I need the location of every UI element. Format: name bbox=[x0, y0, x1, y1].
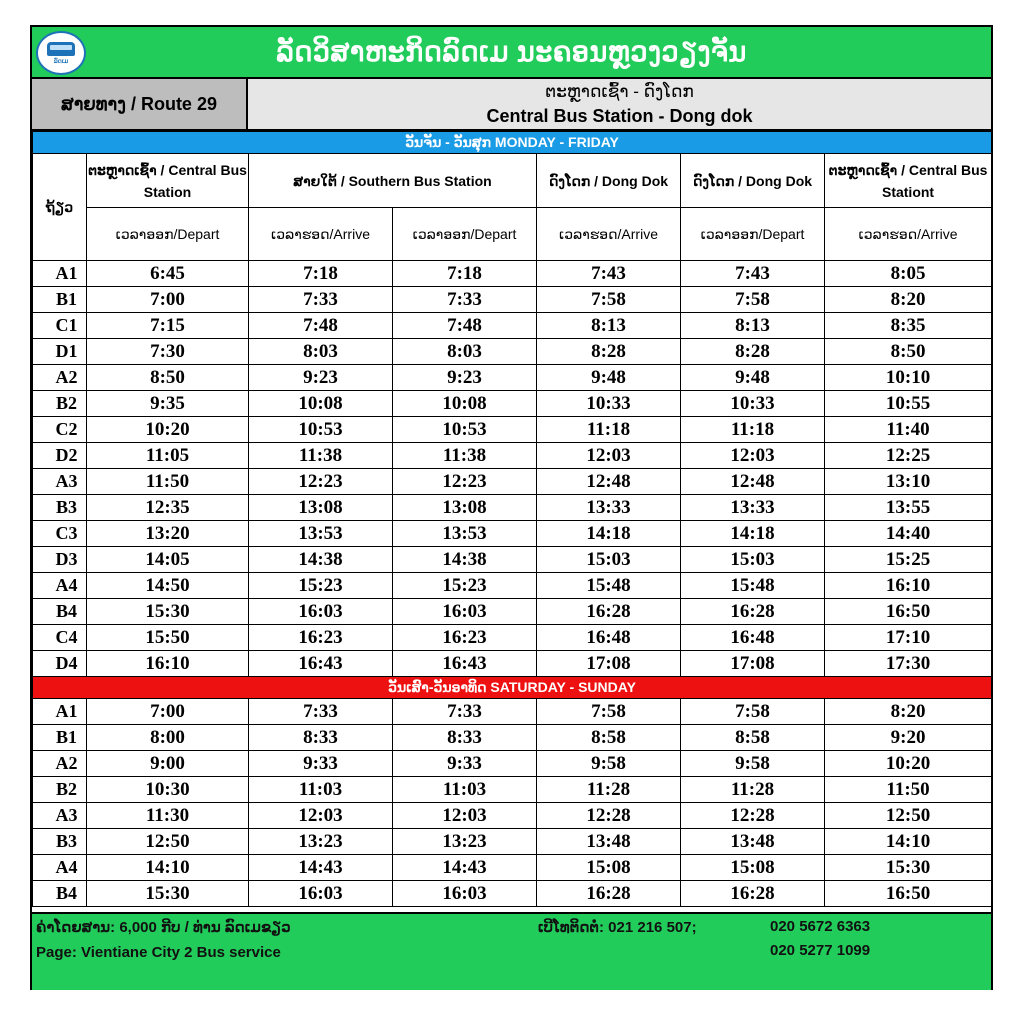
time-cell: 16:50 bbox=[825, 599, 992, 625]
timetable bbox=[32, 131, 992, 907]
time-cell: 7:18 bbox=[393, 261, 537, 287]
trip-id-cell: C4 bbox=[33, 625, 87, 651]
time-cell: 9:23 bbox=[393, 365, 537, 391]
time-cell: 15:03 bbox=[537, 547, 681, 573]
time-cell: 12:25 bbox=[825, 443, 992, 469]
time-cell: 14:18 bbox=[681, 521, 825, 547]
time-cell: 15:23 bbox=[393, 573, 537, 599]
time-cell: 13:08 bbox=[249, 495, 393, 521]
weekend-band-row bbox=[33, 677, 992, 699]
time-cell: 7:18 bbox=[249, 261, 393, 287]
trip-id-cell: C1 bbox=[33, 313, 87, 339]
trip-id-cell: D3 bbox=[33, 547, 87, 573]
time-cell: 9:33 bbox=[249, 751, 393, 777]
time-cell: 8:20 bbox=[825, 287, 992, 313]
time-cell: 7:43 bbox=[681, 261, 825, 287]
time-cell: 16:28 bbox=[681, 599, 825, 625]
time-cell: 10:20 bbox=[825, 751, 992, 777]
trip-id-cell: C3 bbox=[33, 521, 87, 547]
time-cell: 7:58 bbox=[537, 287, 681, 313]
time-cell: 15:50 bbox=[87, 625, 249, 651]
time-cell: 12:48 bbox=[681, 469, 825, 495]
time-cell: 13:23 bbox=[393, 829, 537, 855]
trip-id-cell: D1 bbox=[33, 339, 87, 365]
trip-id-cell: B3 bbox=[33, 829, 87, 855]
time-cell: 10:20 bbox=[87, 417, 249, 443]
time-cell: 11:50 bbox=[87, 469, 249, 495]
weekday-band: ວັນຈັນ - ວັນສຸກ MONDAY - FRIDAY bbox=[33, 132, 992, 154]
time-cell: 8:28 bbox=[681, 339, 825, 365]
time-cell: 8:28 bbox=[537, 339, 681, 365]
time-cell: 12:23 bbox=[393, 469, 537, 495]
footer bbox=[32, 912, 991, 990]
time-cell: 13:53 bbox=[249, 521, 393, 547]
trip-id-cell: A4 bbox=[33, 573, 87, 599]
time-cell: 7:48 bbox=[393, 313, 537, 339]
trip-id-cell: B1 bbox=[33, 287, 87, 313]
trip-id-cell: A4 bbox=[33, 855, 87, 881]
time-cell: 15:23 bbox=[249, 573, 393, 599]
time-cell: 11:03 bbox=[393, 777, 537, 803]
table-row bbox=[33, 495, 992, 521]
table-row bbox=[33, 651, 992, 677]
time-cell: 8:35 bbox=[825, 313, 992, 339]
time-cell: 8:13 bbox=[537, 313, 681, 339]
time-cell: 12:03 bbox=[249, 803, 393, 829]
time-cell: 17:08 bbox=[681, 651, 825, 677]
time-cell: 16:03 bbox=[249, 881, 393, 907]
time-cell: 11:28 bbox=[537, 777, 681, 803]
time-cell: 12:50 bbox=[87, 829, 249, 855]
time-cell: 16:28 bbox=[537, 599, 681, 625]
time-cell: 9:48 bbox=[681, 365, 825, 391]
sub-header: ເວລາຮອດ/Arrive bbox=[249, 208, 393, 261]
trip-id-cell: A3 bbox=[33, 469, 87, 495]
time-cell: 15:03 bbox=[681, 547, 825, 573]
weekend-band: ວັນເສົາ-ວັນອາທິດ SATURDAY - SUNDAY bbox=[33, 677, 992, 699]
time-cell: 9:58 bbox=[681, 751, 825, 777]
time-cell: 11:18 bbox=[537, 417, 681, 443]
time-cell: 13:20 bbox=[87, 521, 249, 547]
time-cell: 12:35 bbox=[87, 495, 249, 521]
time-cell: 7:58 bbox=[681, 287, 825, 313]
time-cell: 15:30 bbox=[87, 599, 249, 625]
time-cell: 9:20 bbox=[825, 725, 992, 751]
time-cell: 8:05 bbox=[825, 261, 992, 287]
table-row bbox=[33, 777, 992, 803]
time-cell: 8:33 bbox=[249, 725, 393, 751]
trip-id-cell: B2 bbox=[33, 777, 87, 803]
time-cell: 12:50 bbox=[825, 803, 992, 829]
trip-id-cell: D4 bbox=[33, 651, 87, 677]
time-cell: 16:50 bbox=[825, 881, 992, 907]
time-cell: 13:48 bbox=[537, 829, 681, 855]
time-cell: 11:30 bbox=[87, 803, 249, 829]
time-cell: 8:20 bbox=[825, 699, 992, 725]
time-cell: 8:33 bbox=[393, 725, 537, 751]
time-cell: 8:03 bbox=[249, 339, 393, 365]
time-cell: 15:48 bbox=[537, 573, 681, 599]
header-row-stops bbox=[33, 154, 992, 208]
time-cell: 16:03 bbox=[393, 599, 537, 625]
time-cell: 13:08 bbox=[393, 495, 537, 521]
time-cell: 7:33 bbox=[393, 699, 537, 725]
time-cell: 14:05 bbox=[87, 547, 249, 573]
time-cell: 10:30 bbox=[87, 777, 249, 803]
time-cell: 11:05 bbox=[87, 443, 249, 469]
trip-id-cell: A3 bbox=[33, 803, 87, 829]
table-row bbox=[33, 287, 992, 313]
trip-id-cell: B4 bbox=[33, 881, 87, 907]
time-cell: 12:03 bbox=[681, 443, 825, 469]
trip-id-cell: B2 bbox=[33, 391, 87, 417]
table-row bbox=[33, 725, 992, 751]
time-cell: 7:33 bbox=[393, 287, 537, 313]
time-cell: 14:50 bbox=[87, 573, 249, 599]
page-title: ລັດວິສາຫະກິດລົດເມ ນະຄອນຫຼວງວຽງຈັນ bbox=[276, 36, 747, 67]
time-cell: 7:48 bbox=[249, 313, 393, 339]
time-cell: 8:50 bbox=[825, 339, 992, 365]
time-cell: 9:35 bbox=[87, 391, 249, 417]
time-cell: 8:50 bbox=[87, 365, 249, 391]
time-cell: 17:08 bbox=[537, 651, 681, 677]
trip-id-cell: B4 bbox=[33, 599, 87, 625]
time-cell: 16:43 bbox=[393, 651, 537, 677]
time-cell: 15:30 bbox=[87, 881, 249, 907]
table-row bbox=[33, 365, 992, 391]
sub-header: ເວລາອອກ/Depart bbox=[681, 208, 825, 261]
sub-header: ເວລາຮອດ/Arrive bbox=[825, 208, 992, 261]
time-cell: 8:58 bbox=[681, 725, 825, 751]
title-bar bbox=[32, 27, 991, 79]
time-cell: 7:43 bbox=[537, 261, 681, 287]
table-row bbox=[33, 261, 992, 287]
table-row bbox=[33, 313, 992, 339]
time-cell: 10:53 bbox=[393, 417, 537, 443]
table-row bbox=[33, 469, 992, 495]
trip-id-cell: A1 bbox=[33, 261, 87, 287]
route-row bbox=[32, 79, 991, 131]
bus-logo-icon: ລົດເມ bbox=[36, 31, 86, 75]
time-cell: 13:23 bbox=[249, 829, 393, 855]
time-cell: 9:48 bbox=[537, 365, 681, 391]
time-cell: 7:30 bbox=[87, 339, 249, 365]
header-stop-central-return: ຕະຫຼາດເຊົ້າ / Central Bus Stationt bbox=[825, 154, 992, 208]
time-cell: 16:28 bbox=[537, 881, 681, 907]
time-cell: 11:40 bbox=[825, 417, 992, 443]
time-cell: 8:03 bbox=[393, 339, 537, 365]
sub-header: ເວລາອອກ/Depart bbox=[393, 208, 537, 261]
time-cell: 10:08 bbox=[249, 391, 393, 417]
timetable-sheet bbox=[30, 25, 993, 990]
time-cell: 7:33 bbox=[249, 699, 393, 725]
time-cell: 12:03 bbox=[537, 443, 681, 469]
table-row bbox=[33, 547, 992, 573]
trip-id-cell: D2 bbox=[33, 443, 87, 469]
time-cell: 14:43 bbox=[249, 855, 393, 881]
time-cell: 12:28 bbox=[681, 803, 825, 829]
table-row bbox=[33, 521, 992, 547]
time-cell: 16:28 bbox=[681, 881, 825, 907]
time-cell: 10:33 bbox=[681, 391, 825, 417]
table-row bbox=[33, 417, 992, 443]
time-cell: 16:23 bbox=[393, 625, 537, 651]
table-row bbox=[33, 881, 992, 907]
route-name-lao: ຕະຫຼາດເຊົ້າ - ດົງໂດກ bbox=[545, 82, 694, 101]
trip-header: ຖ້ຽວ bbox=[33, 154, 87, 261]
route-name bbox=[248, 79, 991, 129]
time-cell: 8:13 bbox=[681, 313, 825, 339]
table-row bbox=[33, 573, 992, 599]
time-cell: 13:33 bbox=[681, 495, 825, 521]
trip-id-cell: B1 bbox=[33, 725, 87, 751]
time-cell: 8:58 bbox=[537, 725, 681, 751]
trip-id-cell: A1 bbox=[33, 699, 87, 725]
time-cell: 14:10 bbox=[87, 855, 249, 881]
time-cell: 7:58 bbox=[537, 699, 681, 725]
time-cell: 11:18 bbox=[681, 417, 825, 443]
header-stop-central: ຕະຫຼາດເຊົ້າ / Central Bus Station bbox=[87, 154, 249, 208]
sub-header: ເວລາອອກ/Depart bbox=[87, 208, 249, 261]
table-row bbox=[33, 829, 992, 855]
table-row bbox=[33, 339, 992, 365]
table-row bbox=[33, 803, 992, 829]
time-cell: 12:48 bbox=[537, 469, 681, 495]
time-cell: 14:18 bbox=[537, 521, 681, 547]
time-cell: 7:00 bbox=[87, 287, 249, 313]
time-cell: 16:03 bbox=[249, 599, 393, 625]
time-cell: 9:00 bbox=[87, 751, 249, 777]
time-cell: 15:08 bbox=[681, 855, 825, 881]
time-cell: 10:08 bbox=[393, 391, 537, 417]
sub-header: ເວລາຮອດ/Arrive bbox=[537, 208, 681, 261]
time-cell: 9:58 bbox=[537, 751, 681, 777]
time-cell: 11:50 bbox=[825, 777, 992, 803]
trip-id-cell: A2 bbox=[33, 751, 87, 777]
weekday-band-row bbox=[33, 132, 992, 154]
time-cell: 11:03 bbox=[249, 777, 393, 803]
time-cell: 10:33 bbox=[537, 391, 681, 417]
header-stop-dongdok-2: ດົງໂດກ / Dong Dok bbox=[681, 154, 825, 208]
time-cell: 14:40 bbox=[825, 521, 992, 547]
time-cell: 17:30 bbox=[825, 651, 992, 677]
table-row bbox=[33, 699, 992, 725]
time-cell: 7:33 bbox=[249, 287, 393, 313]
route-label: ສາຍທາງ / Route 29 bbox=[32, 79, 248, 129]
time-cell: 13:55 bbox=[825, 495, 992, 521]
time-cell: 7:15 bbox=[87, 313, 249, 339]
time-cell: 15:48 bbox=[681, 573, 825, 599]
time-cell: 16:48 bbox=[537, 625, 681, 651]
time-cell: 7:00 bbox=[87, 699, 249, 725]
header-row-sub bbox=[33, 208, 992, 261]
time-cell: 12:03 bbox=[393, 803, 537, 829]
time-cell: 16:10 bbox=[87, 651, 249, 677]
time-cell: 10:53 bbox=[249, 417, 393, 443]
time-cell: 16:48 bbox=[681, 625, 825, 651]
contact-info: ເບີໂທຕິດຕໍ່: 021 216 507; bbox=[538, 919, 697, 936]
time-cell: 15:25 bbox=[825, 547, 992, 573]
time-cell: 11:28 bbox=[681, 777, 825, 803]
time-cell: 12:23 bbox=[249, 469, 393, 495]
time-cell: 17:10 bbox=[825, 625, 992, 651]
time-cell: 13:48 bbox=[681, 829, 825, 855]
time-cell: 9:33 bbox=[393, 751, 537, 777]
time-cell: 8:00 bbox=[87, 725, 249, 751]
time-cell: 14:43 bbox=[393, 855, 537, 881]
time-cell: 15:08 bbox=[537, 855, 681, 881]
time-cell: 11:38 bbox=[393, 443, 537, 469]
time-cell: 16:23 bbox=[249, 625, 393, 651]
time-cell: 7:58 bbox=[681, 699, 825, 725]
time-cell: 10:55 bbox=[825, 391, 992, 417]
time-cell: 16:03 bbox=[393, 881, 537, 907]
time-cell: 13:33 bbox=[537, 495, 681, 521]
table-row bbox=[33, 443, 992, 469]
table-row bbox=[33, 751, 992, 777]
time-cell: 11:38 bbox=[249, 443, 393, 469]
phone-number: 020 5672 6363 bbox=[770, 918, 871, 935]
time-cell: 14:38 bbox=[249, 547, 393, 573]
time-cell: 14:38 bbox=[393, 547, 537, 573]
header-stop-southern: ສາຍໃຕ້ / Southern Bus Station bbox=[249, 154, 537, 208]
route-name-en: Central Bus Station - Dong dok bbox=[486, 106, 753, 126]
time-cell: 16:43 bbox=[249, 651, 393, 677]
page-info: Page: Vientiane City 2 Bus service bbox=[36, 944, 281, 961]
time-cell: 9:23 bbox=[249, 365, 393, 391]
time-cell: 13:53 bbox=[393, 521, 537, 547]
fare-info: ຄ່າໂດຍສານ: 6,000 ກີບ / ທ່ານ ລົດເມຂຽວ bbox=[36, 919, 291, 936]
trip-id-cell: A2 bbox=[33, 365, 87, 391]
phone-number: 020 5277 1099 bbox=[770, 942, 871, 959]
trip-id-cell: C2 bbox=[33, 417, 87, 443]
trip-id-cell: B3 bbox=[33, 495, 87, 521]
table-row bbox=[33, 391, 992, 417]
header-stop-dongdok-1: ດົງໂດກ / Dong Dok bbox=[537, 154, 681, 208]
time-cell: 12:28 bbox=[537, 803, 681, 829]
table-row bbox=[33, 599, 992, 625]
time-cell: 16:10 bbox=[825, 573, 992, 599]
time-cell: 15:30 bbox=[825, 855, 992, 881]
table-row bbox=[33, 625, 992, 651]
time-cell: 10:10 bbox=[825, 365, 992, 391]
time-cell: 6:45 bbox=[87, 261, 249, 287]
time-cell: 13:10 bbox=[825, 469, 992, 495]
time-cell: 14:10 bbox=[825, 829, 992, 855]
table-row bbox=[33, 855, 992, 881]
